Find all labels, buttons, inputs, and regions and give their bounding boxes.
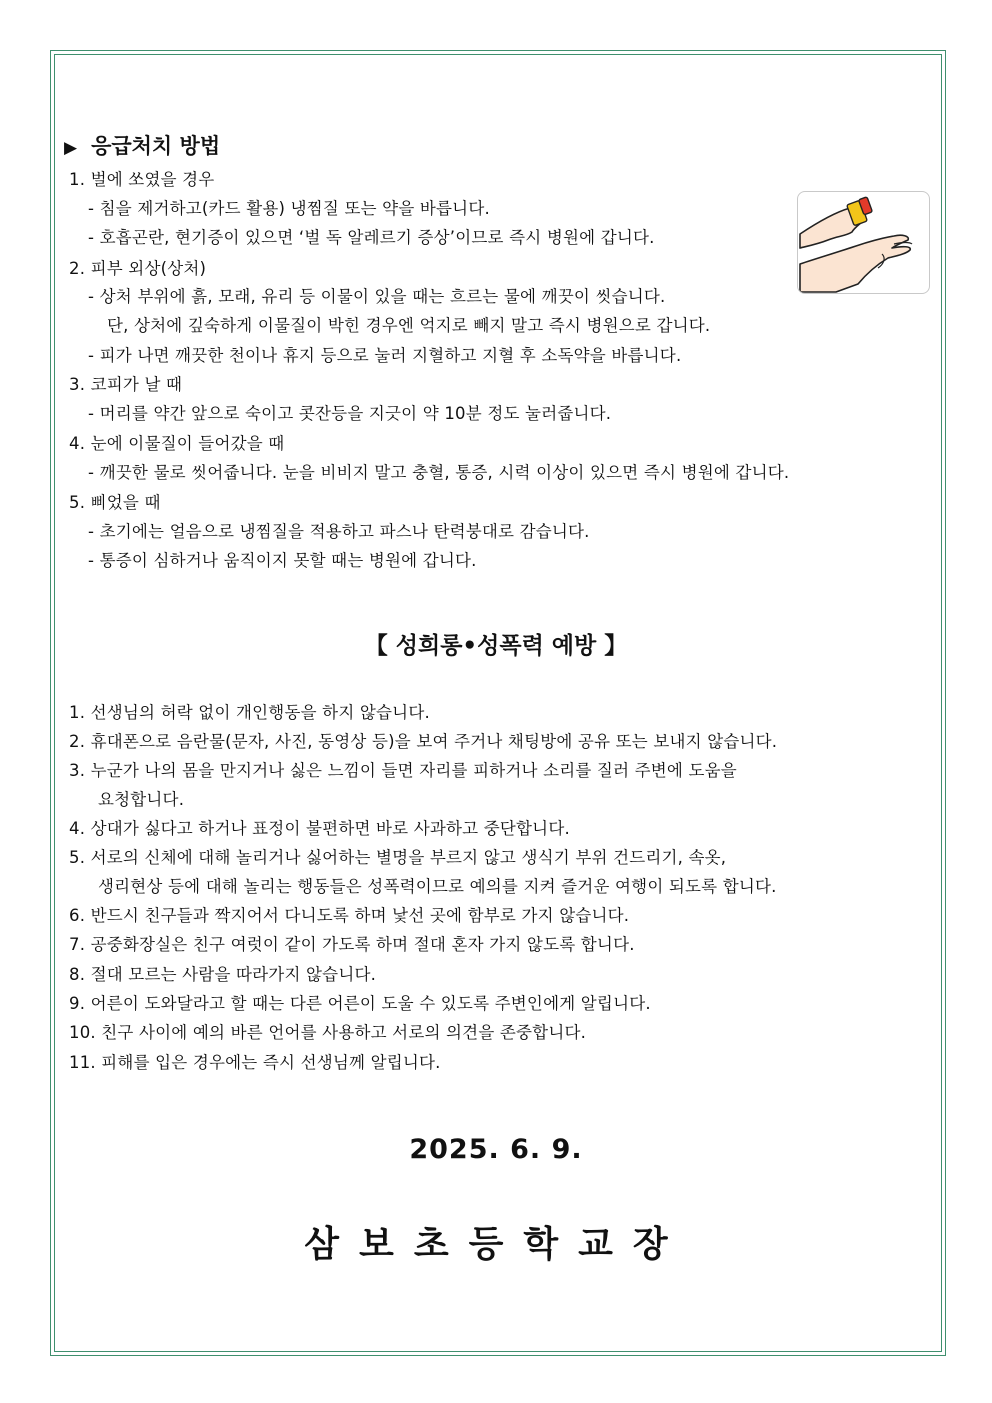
prevention-item: 2. 휴대폰으로 음란물(문자, 사진, 동영상 등)을 보여 주거나 채팅방에 공유 또는 보내지 않습니다. bbox=[69, 732, 778, 751]
first-aid-detail: - 초기에는 얼음으로 냉찜질을 적용하고 파스나 탄력붕대로 감습니다. bbox=[88, 522, 590, 541]
first-aid-item: 1. 벌에 쏘였을 경우 bbox=[69, 170, 215, 189]
first-aid-detail: - 피가 나면 깨끗한 천이나 휴지 등으로 눌러 지혈하고 지혈 후 소독약을 바릅니다. bbox=[88, 346, 682, 365]
prevention-item: 7. 공중화장실은 친구 여럿이 같이 가도록 하며 절대 혼자 가지 않도록 합니다. bbox=[69, 935, 635, 954]
first-aid-item: 5. 삐었을 때 bbox=[69, 493, 161, 512]
signer-name: 삼보초등학교장 bbox=[304, 1224, 688, 1265]
prevention-item: 4. 상대가 싫다고 하거나 표정이 불편하면 바로 사과하고 중단합니다. bbox=[69, 819, 570, 838]
first-aid-item: 2. 피부 외상(상처) bbox=[69, 259, 207, 278]
prevention-item: 9. 어른이 도와달라고 할 때는 다른 어른이 도울 수 있도록 주변인에게 알립니다. bbox=[69, 994, 651, 1013]
hand-applying-ointment-illustration bbox=[797, 191, 930, 294]
right-triangle-icon: ▶ bbox=[64, 138, 78, 158]
first-aid-detail: - 머리를 약간 앞으로 숙이고 콧잔등을 지긋이 약 10분 정도 눌러줍니다. bbox=[88, 404, 612, 423]
prevention-item: 6. 반드시 친구들과 짝지어서 다니도록 하며 낯선 곳에 함부로 가지 않습니다. bbox=[69, 906, 630, 925]
prevention-item: 11. 피해를 입은 경우에는 즉시 선생님께 알립니다. bbox=[69, 1053, 441, 1072]
first-aid-detail: 단, 상처에 깊숙하게 이물질이 박힌 경우엔 억지로 빼지 말고 즉시 병원으로 갑니다. bbox=[107, 316, 711, 335]
first-aid-heading-text: 응급처치 방법 bbox=[91, 134, 221, 158]
prevention-item: 1. 선생님의 허락 없이 개인행동을 하지 않습니다. bbox=[69, 703, 430, 722]
first-aid-detail: - 깨끗한 물로 씻어줍니다. 눈을 비비지 말고 충혈, 통증, 시력 이상이 있으면 즉시 병원에 갑니다. bbox=[88, 463, 790, 482]
prevention-item: 10. 친구 사이에 예의 바른 언어를 사용하고 서로의 의견을 존중합니다. bbox=[69, 1023, 587, 1042]
first-aid-heading bbox=[64, 130, 220, 160]
prevention-item: 8. 절대 모르는 사람을 따라가지 않습니다. bbox=[69, 965, 377, 984]
prevention-item-continued: 요청합니다. bbox=[98, 790, 185, 809]
first-aid-item: 4. 눈에 이물질이 들어갔을 때 bbox=[69, 434, 285, 453]
first-aid-item: 3. 코피가 날 때 bbox=[69, 375, 183, 394]
hand-illustration-svg bbox=[798, 192, 929, 293]
first-aid-detail: - 통증이 심하거나 움직이지 못할 때는 병원에 갑니다. bbox=[88, 551, 477, 570]
prevention-item: 3. 누군가 나의 몸을 만지거나 싫은 느낌이 들면 자리를 피하거나 소리를 질러 주변에 도움을 bbox=[69, 761, 737, 780]
prevention-item-continued: 생리현상 등에 대해 놀리는 행동들은 성폭력이므로 예의를 지켜 즐거운 여행이 되도록 합니다. bbox=[98, 877, 777, 896]
first-aid-detail: - 침을 제거하고(카드 활용) 냉찜질 또는 약을 바릅니다. bbox=[88, 199, 490, 218]
prevention-item: 5. 서로의 신체에 대해 놀리거나 싫어하는 별명을 부르지 않고 생식기 부위 건드리기, 속옷, bbox=[69, 848, 727, 867]
first-aid-detail: - 호흡곤란, 현기증이 있으면 ‘벌 독 알레르기 증상’이므로 즉시 병원에 갑니다. bbox=[88, 228, 655, 247]
first-aid-detail: - 상처 부위에 흙, 모래, 유리 등 이물이 있을 때는 흐르는 물에 깨끗이 씻습니다. bbox=[88, 287, 666, 306]
prevention-title: 【 성희롱•성폭력 예방 】 bbox=[364, 633, 628, 659]
document-date: 2025. 6. 9. bbox=[409, 1134, 583, 1165]
